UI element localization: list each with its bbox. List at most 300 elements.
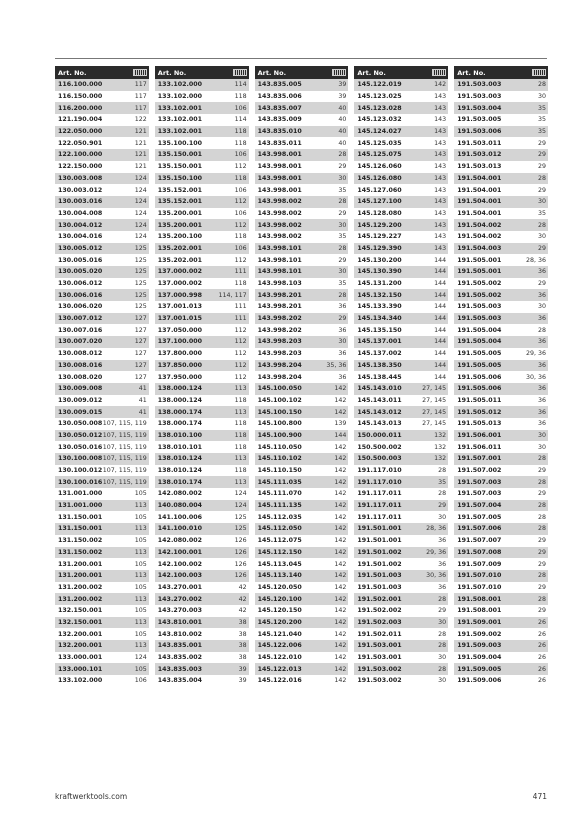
page-reference: 142 [334,583,347,591]
article-number: 150.500.002 [357,443,402,451]
article-number: 135.200.001 [157,209,203,217]
index-row [55,511,149,523]
index-row [155,208,249,220]
page-reference: 112 [234,350,247,358]
page-reference: 41 [138,396,147,404]
index-row [55,137,149,149]
article-number: 138.000.124 [157,396,203,404]
index-row [55,395,149,407]
index-row [255,511,349,523]
article-number: 130.050.016 [58,443,103,451]
page-reference: 105 [134,665,147,673]
index-row [255,371,349,383]
page-reference: 142 [334,513,347,521]
page-reference: 113 [134,572,147,580]
index-row [255,289,349,301]
article-number: 137.000.002 [157,268,203,276]
page-reference: 125 [134,268,147,276]
page-reference: 36 [338,350,347,358]
index-row [155,79,249,91]
page-reference: 107, 115, 119 [102,467,147,475]
index-row [55,126,149,138]
index-row [255,418,349,430]
article-number: 191.501.002 [357,548,402,556]
index-row [255,395,349,407]
index-row [454,254,548,266]
page-reference: 105 [134,630,147,638]
article-number: 191.502.011 [357,630,402,638]
page-reference: 36 [438,583,447,591]
article-number: 145.137.001 [357,338,402,346]
page-reference: 35 [438,478,447,486]
page-reference: 105 [134,607,147,615]
index-row [155,266,249,278]
article-number: 145.130.200 [357,256,402,264]
index-row [454,79,548,91]
top-rule [55,58,547,59]
page-reference: 106 [134,677,147,685]
index-row [255,91,349,103]
page-reference: 28 [438,595,447,603]
article-number: 133.102.000 [157,93,203,101]
article-number: 145.137.002 [357,350,402,358]
index-row [255,535,349,547]
page-reference: 127 [134,326,147,334]
index-row [354,254,448,266]
article-number: 191.501.002 [357,560,402,568]
index-row [454,243,548,255]
index-row [354,219,448,231]
page-reference: 36 [537,385,546,393]
index-row [454,301,548,313]
page-reference: 142 [334,502,347,510]
index-row [155,453,249,465]
page-reference: 142 [334,455,347,463]
index-row [454,278,548,290]
index-row [354,418,448,430]
index-row [155,640,249,652]
page-reference: 36 [537,396,546,404]
page-reference: 112 [234,373,247,381]
article-number: 145.120.100 [257,595,302,603]
index-row [255,161,349,173]
index-row [155,488,249,500]
article-number: 143.998.001 [257,151,302,159]
article-number: 130.008.016 [58,361,103,369]
index-row [155,675,249,687]
page-reference: 28 [537,174,546,182]
index-row [55,173,149,185]
page-reference: 144 [434,303,447,311]
article-number: 135.150.001 [157,163,203,171]
article-number: 138.000.124 [157,385,203,393]
article-number: 137.800.000 [157,350,203,358]
article-number: 130.050.012 [58,431,103,439]
page-reference: 107, 115, 119 [102,443,147,451]
article-number: 191.506.001 [457,431,502,439]
article-number: 137.001.013 [157,303,203,311]
article-number: 131.150.001 [58,525,103,533]
article-number: 130.007.012 [58,315,103,323]
page-reference: 142 [334,408,347,416]
column-header-label: Art. No. [58,68,87,77]
index-row [255,348,349,360]
article-number: 130.006.012 [58,280,103,288]
page-reference: 30 [537,303,546,311]
article-number: 191.502.002 [357,607,402,615]
page-reference: 40 [338,139,347,147]
index-row [255,254,349,266]
article-number: 191.509.002 [457,630,502,638]
page-reference: 28 [438,490,447,498]
article-number: 137.050.000 [157,326,203,334]
page-reference: 28 [438,642,447,650]
article-number: 191.505.001 [457,256,502,264]
page-reference: 144 [434,338,447,346]
article-number: 141.100.010 [157,525,203,533]
article-number: 133.102.001 [157,104,203,112]
article-number: 191.505.003 [457,303,502,311]
article-number: 133.102.000 [157,81,203,89]
index-row [454,593,548,605]
index-row [454,430,548,442]
article-number: 145.100.800 [257,420,302,428]
page-reference: 113 [134,595,147,603]
index-row [55,313,149,325]
page-reference: 35 [537,116,546,124]
index-row [354,675,448,687]
page-reference: 143 [434,186,447,194]
page-reference: 142 [334,665,347,673]
index-row [354,184,448,196]
article-number: 191.507.001 [457,455,502,463]
page-reference: 124 [134,198,147,206]
article-number: 145.100.050 [257,385,302,393]
article-number: 130.007.020 [58,338,103,346]
article-number: 145.143.012 [357,408,402,416]
article-number: 145.128.080 [357,209,402,217]
index-row [55,266,149,278]
page-reference: 30, 36 [426,572,447,580]
page-reference: 40 [338,128,347,136]
page-reference: 40 [338,116,347,124]
article-number: 122.100.000 [58,151,103,159]
index-row [255,441,349,453]
article-number: 143.998.001 [257,174,302,182]
page-reference: 113 [134,525,147,533]
index-row [155,500,249,512]
index-row [454,465,548,477]
article-number: 145.112.075 [257,537,302,545]
page-reference: 142 [334,396,347,404]
page-reference: 26 [537,665,546,673]
index-row [55,114,149,126]
article-number: 145.130.390 [357,268,402,276]
index-row [255,231,349,243]
article-number: 145.122.013 [257,665,302,673]
article-number: 191.507.003 [457,478,502,486]
article-number: 116.100.000 [58,81,103,89]
index-row [55,570,149,582]
index-row [354,430,448,442]
index-row [454,558,548,570]
index-row [55,324,149,336]
page-reference: 36 [537,291,546,299]
article-number: 143.998.202 [257,315,302,323]
index-row [255,184,349,196]
index-column-4 [354,66,448,687]
index-row [55,430,149,442]
page-reference: 127 [134,315,147,323]
article-number: 145.111.070 [257,490,302,498]
article-number: 142.080.002 [157,490,203,498]
page-reference: 139 [334,420,347,428]
index-row [454,266,548,278]
article-number: 191.505.004 [457,338,502,346]
page-reference: 38 [238,618,247,626]
article-number: 130.006.020 [58,303,103,311]
page-reference: 142 [434,81,447,89]
page-reference: 29 [537,186,546,194]
page-reference: 142 [334,525,347,533]
index-row [155,254,249,266]
index-row [55,371,149,383]
index-row [255,558,349,570]
index-row [354,663,448,675]
index-row [55,219,149,231]
index-row [155,652,249,664]
index-row [454,114,548,126]
page-reference: 30 [438,618,447,626]
article-number: 142.080.002 [157,537,203,545]
index-row [354,324,448,336]
page-reference: 36 [537,268,546,276]
index-row [454,570,548,582]
page-reference: 29, 36 [426,548,447,556]
page-reference: 29 [537,244,546,252]
index-row [255,324,349,336]
article-number: 137.100.000 [157,338,203,346]
article-number: 131.150.002 [58,548,103,556]
page-reference: 106 [234,244,247,252]
article-number: 130.050.008 [58,420,103,428]
index-row [454,289,548,301]
article-number: 121.190.004 [58,116,103,124]
index-row [454,395,548,407]
index-row [55,360,149,372]
page-reference: 36 [438,537,447,545]
page-reference: 112 [234,221,247,229]
article-number: 143.998.201 [257,303,302,311]
index-row [354,161,448,173]
article-number: 130.006.016 [58,291,103,299]
article-number: 145.127.100 [357,198,402,206]
page-reference: 125 [234,513,247,521]
index-row [354,652,448,664]
article-number: 191.509.005 [457,665,502,673]
article-number: 143.835.011 [257,139,302,147]
article-number: 143.998.204 [257,361,302,369]
index-row [354,91,448,103]
article-number: 132.150.001 [58,607,103,615]
article-number: 145.127.060 [357,186,402,194]
index-row [454,500,548,512]
page-reference: 118 [234,139,247,147]
index-row [454,652,548,664]
page-reference: 28 [537,525,546,533]
index-row [354,208,448,220]
page-reference: 28, 36 [525,256,546,264]
page-reference: 143 [434,233,447,241]
column-header-label: Art. No. [157,68,187,77]
article-number: 191.507.007 [457,537,502,545]
page-reference: 29 [537,537,546,545]
article-number: 133.102.001 [157,116,203,124]
index-row [354,605,448,617]
index-row [255,266,349,278]
page-reference: 112 [234,198,247,206]
page-reference: 30 [338,174,347,182]
index-row [354,488,448,500]
page-reference: 142 [334,618,347,626]
page-reference: 106 [234,104,247,112]
index-row [55,231,149,243]
article-number: 191.508.001 [457,595,502,603]
page-reference: 29 [537,280,546,288]
article-number: 145.100.102 [257,396,302,404]
article-number: 143.270.001 [157,583,203,591]
article-number: 191.503.012 [457,151,502,159]
page-reference: 125 [134,244,147,252]
article-number: 130.007.016 [58,326,103,334]
page-reference: 113 [134,618,147,626]
article-number: 135.100.100 [157,139,203,147]
index-row [454,360,548,372]
page-reference: 38 [238,642,247,650]
index-row [354,149,448,161]
index-row [354,79,448,91]
index-row [255,430,349,442]
page-reference: 35 [338,280,347,288]
index-row [454,511,548,523]
column-header [454,66,548,79]
article-number: 138.010.101 [157,443,203,451]
index-row [155,395,249,407]
article-number: 130.004.012 [58,221,103,229]
page-reference: 112 [234,256,247,264]
article-number: 133.102.001 [157,128,203,136]
index-row [155,582,249,594]
page-reference: 142 [334,548,347,556]
article-number: 191.503.013 [457,163,502,171]
page-reference: 41 [138,408,147,416]
article-number: 145.133.390 [357,303,402,311]
index-row [255,675,349,687]
page-reference: 124 [134,221,147,229]
page-reference: 28 [537,478,546,486]
page-reference: 118 [234,233,247,241]
index-row [155,360,249,372]
index-row [55,605,149,617]
page-reference: 39 [238,665,247,673]
article-number: 131.150.002 [58,537,103,545]
page-reference: 105 [134,583,147,591]
page-reference: 127 [134,350,147,358]
index-row [354,441,448,453]
index-row [155,231,249,243]
page-reference: 30 [438,677,447,685]
article-number: 191.505.002 [457,291,502,299]
article-number: 145.126.060 [357,163,402,171]
article-number: 143.998.002 [257,209,302,217]
page-reference: 144 [434,256,447,264]
article-number: 143.998.002 [257,198,302,206]
index-row [454,476,548,488]
index-row [354,371,448,383]
article-number: 145.112.150 [257,548,302,556]
page-reference: 35, 36 [326,361,347,369]
index-row [55,208,149,220]
page-reference: 117 [134,104,147,112]
index-row [155,441,249,453]
article-number: 130.004.008 [58,209,103,217]
article-number: 191.505.013 [457,420,502,428]
article-number: 191.508.001 [457,607,502,615]
index-row [155,149,249,161]
article-number: 135.152.001 [157,186,203,194]
index-row [255,593,349,605]
article-number: 132.200.001 [58,642,103,650]
page-reference: 113 [234,478,247,486]
page-reference: 36 [338,326,347,334]
page-reference: 127 [134,361,147,369]
page-reference: 143 [434,244,447,252]
page-reference: 28 [338,198,347,206]
index-row [454,231,548,243]
article-number: 138.010.174 [157,478,203,486]
page-reference: 27, 145 [422,385,447,393]
index-row [55,476,149,488]
article-number: 143.998.202 [257,326,302,334]
article-number: 143.810.001 [157,618,203,626]
page-reference: 42 [238,583,247,591]
index-row [454,371,548,383]
index-row [55,102,149,114]
page-reference: 30 [338,221,347,229]
article-number: 145.122.016 [257,677,302,685]
page-reference: 127 [134,338,147,346]
article-number: 145.129.390 [357,244,402,252]
article-number: 191.504.003 [457,244,502,252]
page-reference: 35 [537,128,546,136]
article-number: 130.005.012 [58,244,103,252]
article-number: 145.100.900 [257,431,302,439]
index-row [155,102,249,114]
index-row [55,243,149,255]
page-reference: 126 [234,560,247,568]
article-number: 191.507.010 [457,583,502,591]
index-row [354,336,448,348]
index-row [155,476,249,488]
page-number: 471 [532,792,547,801]
index-row [155,324,249,336]
page-reference: 143 [434,128,447,136]
article-number: 145.123.032 [357,116,402,124]
index-row [354,582,448,594]
column-header [255,66,349,79]
page-reference: 29 [438,502,447,510]
index-row [354,114,448,126]
